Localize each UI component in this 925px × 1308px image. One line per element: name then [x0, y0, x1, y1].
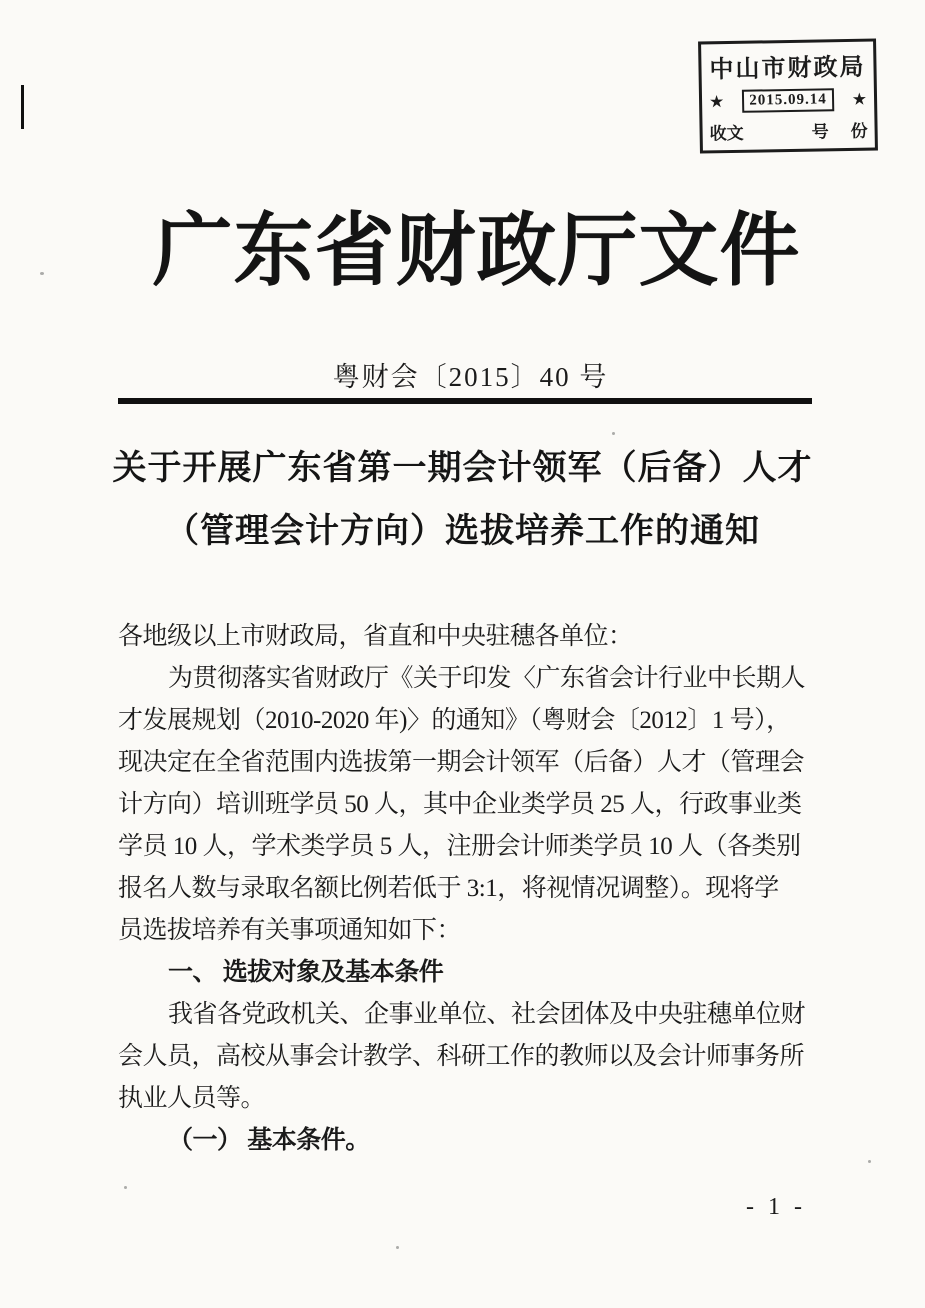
body-subsection-heading: （一） 基本条件。 — [168, 1127, 370, 1154]
body-line: 才发展规划（2010-2020 年)〉的通知》（粤财会〔2012〕1 号）， — [118, 707, 791, 734]
body-line: 为贯彻落实省财政厅《关于印发〈广东省会计行业中长期人 — [168, 665, 806, 692]
stamp-date: 2015.09.14 — [742, 88, 834, 113]
subject-line-2: （管理会计方向）选拔培养工作的通知 — [165, 513, 760, 550]
letterhead-rule — [118, 398, 812, 404]
scan-speck — [868, 1160, 871, 1163]
body-line: 报名人数与录取名额比例若低于 3:1，将视情况调整）。现将学 — [118, 875, 779, 902]
stamp-date-row — [709, 88, 867, 114]
body-line: 各地级以上市财政局，省直和中央驻穗各单位： — [118, 623, 633, 650]
body-line: 执业人员等。 — [118, 1085, 266, 1112]
agency-letterhead-title: 广东省财政厅文件 — [152, 208, 801, 296]
document-body — [118, 616, 820, 1162]
body-section-heading: 一、 选拔对象及基本条件 — [168, 959, 444, 986]
scan-artifact-line — [21, 85, 24, 129]
document-number: 粤财会〔2015〕40 号 — [332, 362, 609, 392]
document-subject-title — [0, 437, 925, 563]
stamp-field-number: 号 — [811, 122, 829, 142]
scan-speck — [124, 1186, 127, 1189]
received-document-stamp — [698, 38, 878, 153]
stamp-fields-row — [709, 117, 867, 145]
star-icon: ★ — [708, 92, 725, 112]
subject-line-1: 关于开展广东省第一期会计领军（后备）人才 — [112, 450, 813, 487]
stamp-field-copies: 份 — [850, 121, 868, 141]
body-line: 我省各党政机关、企事业单位、社会团体及中央驻穗单位财 — [168, 1001, 806, 1028]
body-line: 现决定在全省范围内选拔第一期会计领军（后备）人才（管理会 — [118, 749, 805, 776]
body-line: 会人员，高校从事会计教学、科研工作的教师以及会计师事务所 — [118, 1043, 805, 1070]
body-line: 学员 10 人，学术类学员 5 人，注册会计师类学员 10 人（各类别 — [118, 833, 801, 860]
scan-speck — [612, 432, 615, 435]
body-line: 员选拔培养有关事项通知如下： — [118, 917, 462, 944]
stamp-org-name: 中山市财政局 — [709, 54, 866, 84]
page-number: - 1 - — [746, 1194, 806, 1220]
stamp-field-received: 收文 — [709, 123, 744, 144]
scan-speck — [396, 1246, 399, 1249]
star-icon: ★ — [851, 89, 868, 109]
body-line: 计方向）培训班学员 50 人，其中企业类学员 25 人，行政事业类 — [118, 791, 802, 818]
